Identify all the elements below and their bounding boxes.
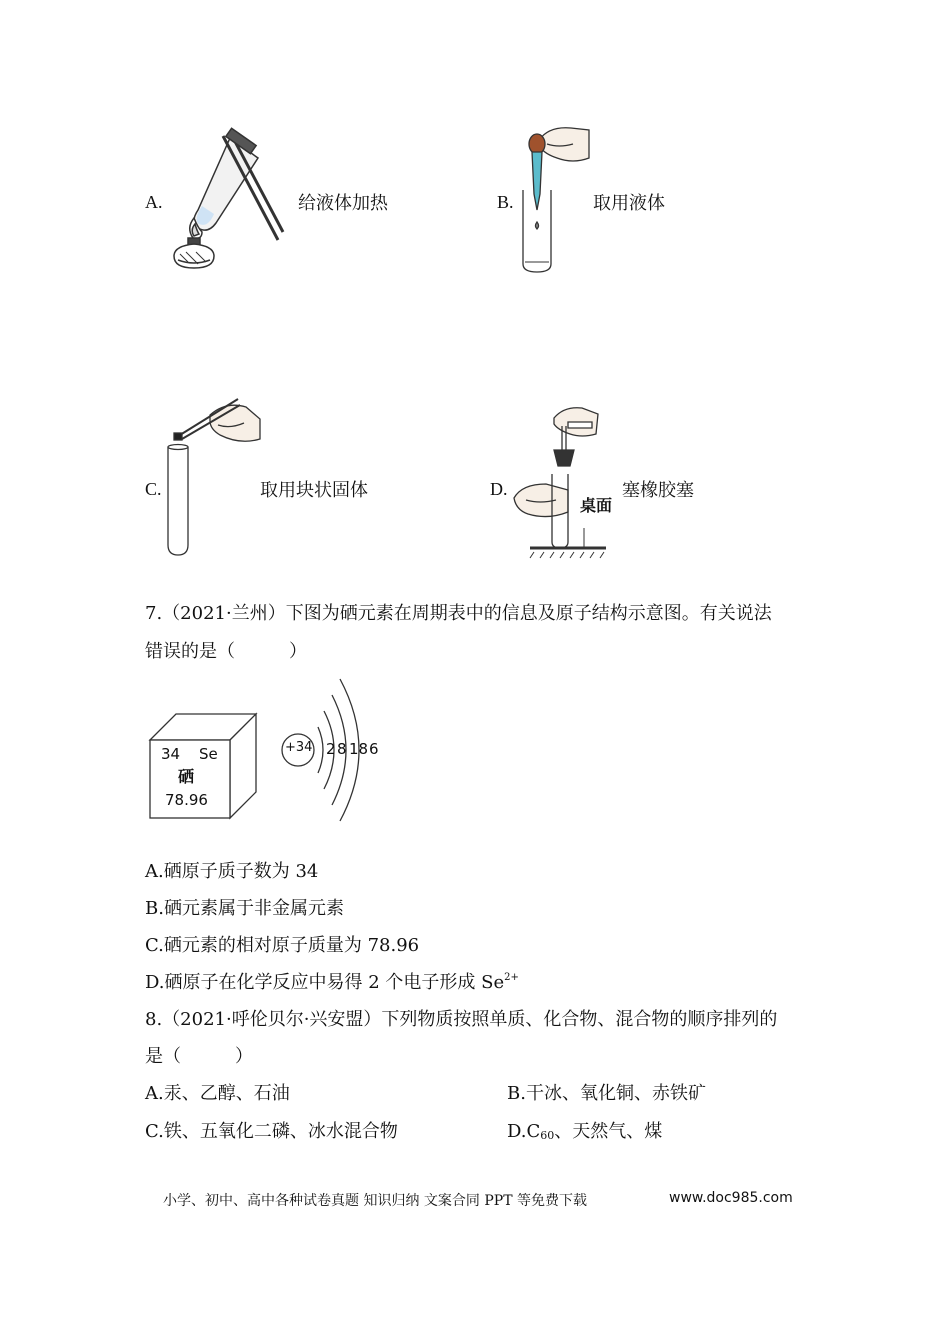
option-c-label: C.: [145, 479, 162, 499]
q7-stem-line1: 7.（2021·兰州）下图为硒元素在周期表中的信息及原子结构示意图。有关说法: [145, 603, 772, 624]
shell-1-electrons: 2: [326, 740, 336, 758]
q8-option-c: C.铁、五氧化二磷、冰水混合物: [145, 1121, 398, 1142]
dropper-illustration: [515, 122, 595, 277]
stopper-illustration: [512, 400, 622, 560]
tweezers-illustration: [160, 395, 265, 560]
desk-annotation: 桌面: [580, 496, 613, 515]
q7-option-c: C.硒元素的相对原子质量为 78.96: [145, 935, 420, 956]
q7-option-a: A.硒原子质子数为 34: [145, 861, 319, 882]
shell-2-electrons: 8: [337, 740, 347, 758]
q7-option-b: B.硒元素属于非金属元素: [145, 898, 344, 919]
option-b-text: 取用液体: [593, 193, 665, 214]
q7-option-d: [145, 971, 519, 995]
q8-option-b: B.干冰、氧化铜、赤铁矿: [507, 1083, 706, 1104]
q8-option-d-sub: 60: [540, 1129, 555, 1142]
q8-option-d-pre: D.C: [507, 1121, 541, 1142]
q7-stem-line2: 错误的是（ ）: [145, 641, 307, 662]
q7-option-d-charge: 2+: [504, 972, 519, 983]
q8-stem-line2: 是（ ）: [145, 1046, 253, 1067]
shell-4-electrons: 6: [369, 740, 379, 758]
element-symbol: Se: [199, 745, 218, 763]
shell-3-electrons: 18: [349, 740, 369, 758]
q7-option-d-text: D.硒原子在化学反应中易得 2 个电子形成 Se: [145, 972, 505, 993]
q8-option-a: A.汞、乙醇、石油: [145, 1083, 290, 1104]
q8-option-d-post: 、天然气、煤: [554, 1121, 663, 1142]
option-a-label: A.: [145, 192, 163, 212]
footer-text: 小学、初中、高中各种试卷真题 知识归纳 文案合同 PPT 等免费下载: [163, 1193, 587, 1209]
option-d-label: D.: [490, 479, 508, 499]
nucleus-charge: +34: [285, 740, 313, 755]
option-c-text: 取用块状固体: [260, 480, 368, 501]
q8-option-d: [507, 1120, 662, 1144]
option-b-label: B.: [497, 192, 514, 212]
element-atomic-number: 34: [161, 745, 181, 763]
option-d-text: 塞橡胶塞: [622, 480, 694, 501]
element-atomic-mass: 78.96: [165, 791, 208, 809]
heating-liquid-illustration: [168, 128, 288, 273]
footer-url[interactable]: www.doc985.com: [669, 1190, 793, 1206]
q8-stem-line1: 8.（2021·呼伦贝尔·兴安盟）下列物质按照单质、化合物、混合物的顺序排列的: [145, 1009, 778, 1030]
element-name: 硒: [178, 767, 195, 786]
option-a-text: 给液体加热: [298, 193, 388, 214]
